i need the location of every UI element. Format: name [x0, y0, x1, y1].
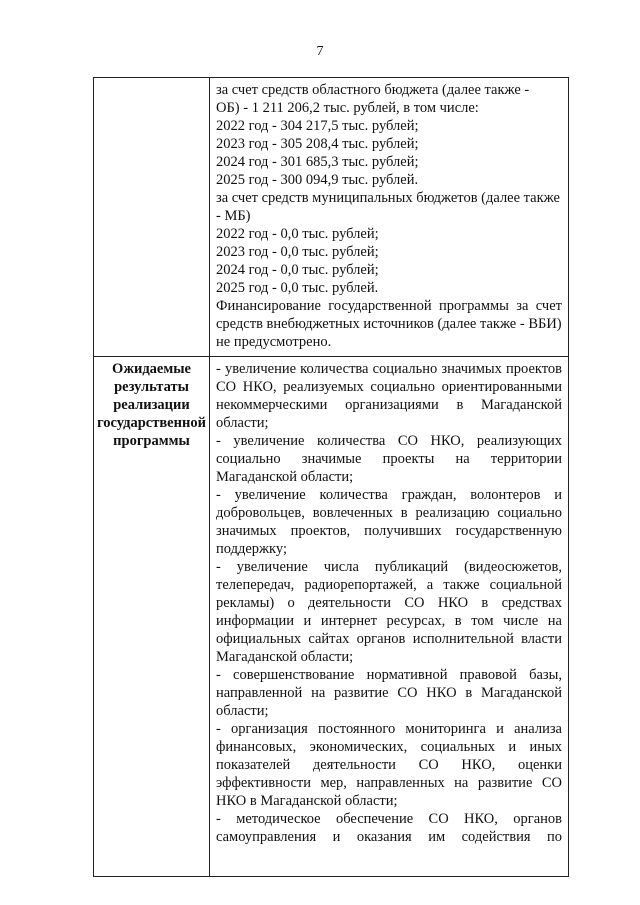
- table-row-financing: [94, 78, 569, 357]
- program-passport-table: [93, 77, 569, 877]
- text-line: значимых проектов, получивших государственную: [216, 523, 562, 539]
- expected-results-label-cell: [94, 357, 210, 877]
- text-line: Финансирование государственной программы за счет: [216, 298, 562, 314]
- text-line: показателей деятельности СО НКО, оценки: [216, 757, 562, 773]
- label-line: результаты: [114, 379, 189, 395]
- text-line: 2025 год - 0,0 тыс. рублей.: [216, 280, 379, 296]
- label-line: Ожидаемые: [112, 361, 191, 377]
- text-line: области;: [216, 415, 269, 431]
- text-line: телепередач, радиорепортажей, а также социальной: [216, 577, 562, 593]
- text-line: СО НКО, реализуемых социально ориентированными: [216, 379, 562, 395]
- page-number: 7: [316, 44, 324, 59]
- text-line: - увеличение количества СО НКО, реализующих: [216, 433, 562, 449]
- label-line: реализации: [113, 397, 190, 413]
- financing-content-cell: [210, 78, 569, 357]
- text-line: не предусмотрено.: [216, 334, 332, 350]
- text-line: 2022 год - 304 217,5 тыс. рублей;: [216, 118, 419, 134]
- text-line: 2024 год - 301 685,3 тыс. рублей;: [216, 154, 419, 170]
- text-line: социально значимые проекты на территории: [216, 451, 562, 467]
- text-line: финансовых, экономических, социальных и иных: [216, 739, 562, 755]
- text-line: эффективности мер, направленных на развитие СО: [216, 775, 562, 791]
- text-line: области;: [216, 703, 269, 719]
- text-line: - организация постоянного мониторинга и анализа: [216, 721, 562, 737]
- table-row-expected-results: [94, 357, 569, 877]
- text-line: 2022 год - 0,0 тыс. рублей;: [216, 226, 379, 242]
- text-line: 2024 год - 0,0 тыс. рублей;: [216, 262, 379, 278]
- text-line: - совершенствование нормативной правовой базы,: [216, 667, 562, 683]
- text-line: 2023 год - 0,0 тыс. рублей;: [216, 244, 379, 260]
- label-line: программы: [113, 433, 190, 449]
- text-line: некоммерческими организациями в Магаданской: [216, 397, 562, 413]
- financing-text: [216, 81, 562, 351]
- text-line: Магаданской области;: [216, 469, 354, 485]
- text-line: самоуправления и оказания им содействия по: [216, 829, 562, 845]
- text-line: Магаданской области;: [216, 649, 354, 665]
- text-line: рекламы) о деятельности СО НКО в средствах: [216, 595, 562, 611]
- text-line: - увеличение числа публикаций (видеосюжетов,: [216, 559, 562, 575]
- text-line: НКО в Магаданской области;: [216, 793, 398, 809]
- text-line: за счет средств муниципальных бюджетов (далее также: [216, 190, 560, 206]
- financing-label-cell: [94, 78, 210, 357]
- text-line: за счет средств областного бюджета (далее также -: [216, 82, 530, 98]
- text-line: направленной на развитие СО НКО в Магаданской: [216, 685, 562, 701]
- text-line: информации и интернет ресурсах, в том числе на: [216, 613, 562, 629]
- text-line: - МБ): [216, 208, 251, 224]
- text-line: - увеличение количества граждан, волонтеров и: [216, 487, 562, 503]
- text-line: ОБ) - 1 211 206,2 тыс. рублей, в том числе:: [216, 100, 479, 116]
- label-line: государственной: [97, 415, 206, 431]
- expected-results-content-cell: [210, 357, 569, 877]
- text-line: - увеличение количества социально значимых проектов: [216, 361, 562, 377]
- expected-results-text: [216, 360, 562, 846]
- text-line: официальных сайтах органов исполнительной власти: [216, 631, 562, 647]
- text-line: средств внебюджетных источников (далее также - ВБИ): [216, 316, 562, 332]
- text-line: - методическое обеспечение СО НКО, органов: [216, 811, 562, 827]
- text-line: добровольцев, вовлеченных в реализацию социально: [216, 505, 562, 521]
- text-line: 2023 год - 305 208,4 тыс. рублей;: [216, 136, 419, 152]
- expected-results-label: [96, 360, 207, 450]
- text-line: 2025 год - 300 094,9 тыс. рублей.: [216, 172, 419, 188]
- text-line: поддержку;: [216, 541, 287, 557]
